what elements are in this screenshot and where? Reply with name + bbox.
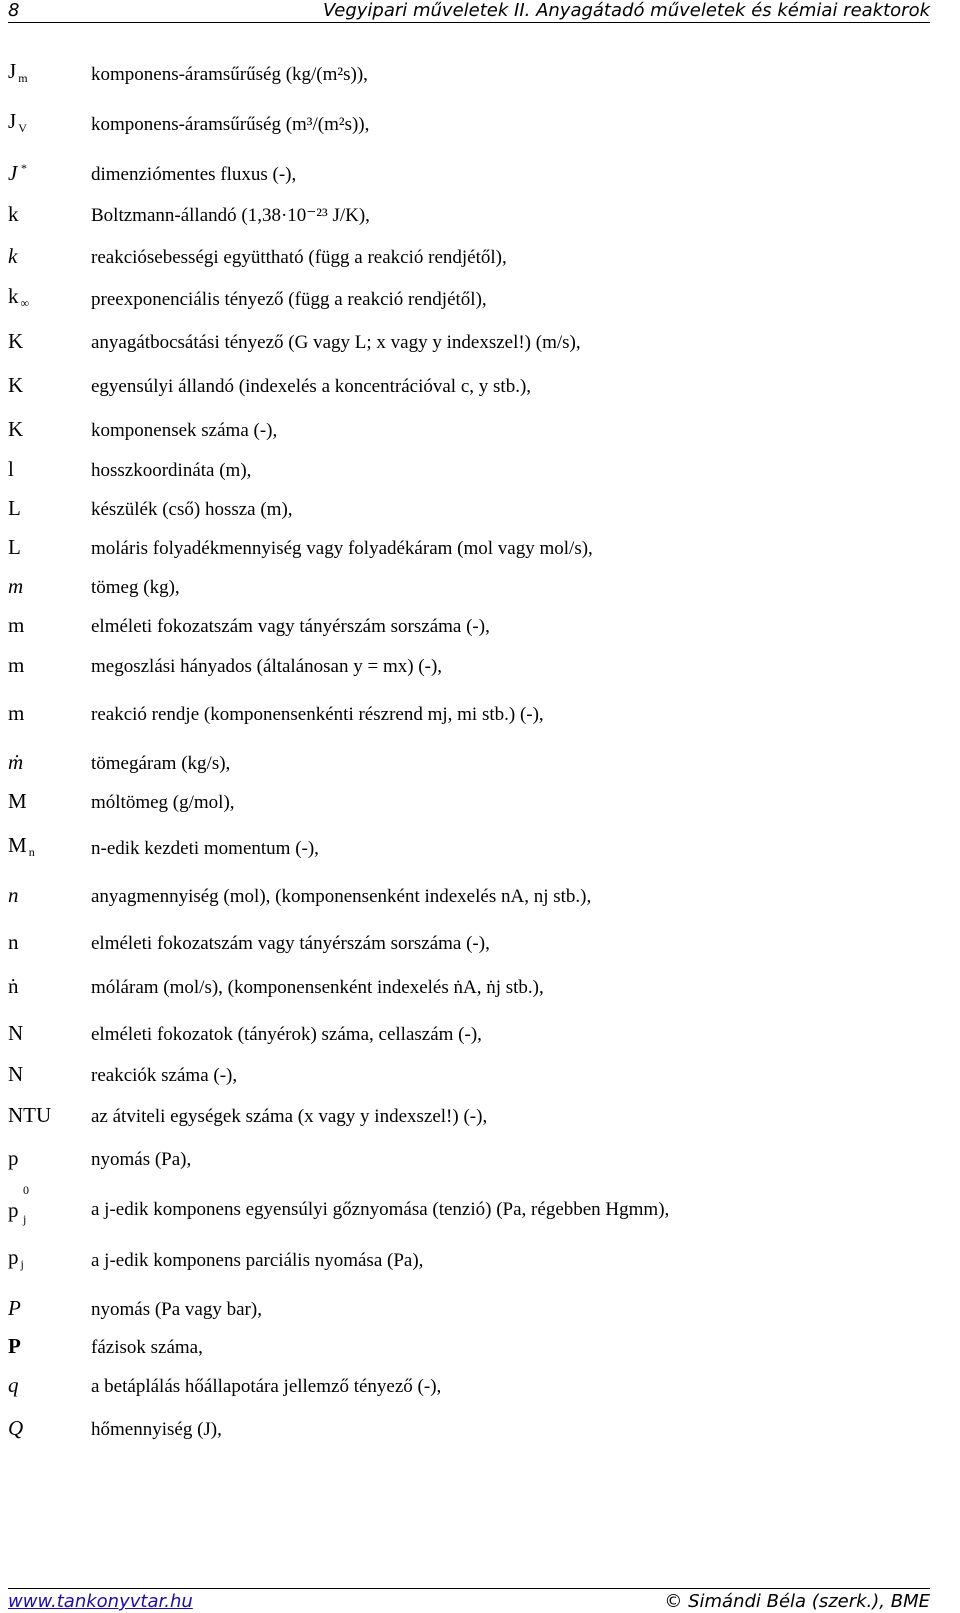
symbol: NTU bbox=[8, 1103, 52, 1127]
symbol-description: tömeg (kg), bbox=[91, 577, 180, 598]
symbol-row bbox=[0, 1063, 940, 1093]
symbol: m bbox=[8, 653, 25, 677]
page-header bbox=[8, 0, 930, 23]
symbol: l bbox=[8, 457, 14, 481]
symbol-row bbox=[0, 575, 940, 605]
symbol-description: anyagátbocsátási tényező (G vagy L; x vagy y indexszel!) (m/s), bbox=[91, 332, 581, 353]
symbol-row bbox=[0, 790, 940, 820]
symbol: k bbox=[8, 202, 19, 226]
symbol: p $_j$ bbox=[8, 1245, 24, 1271]
symbol-description: Boltzmann-állandó (1,38·10⁻²³ J/K), bbox=[91, 205, 370, 226]
symbol: m bbox=[8, 701, 25, 725]
symbol: p 0 j bbox=[8, 1183, 29, 1226]
symbol-row bbox=[0, 536, 940, 566]
symbol: p bbox=[8, 1146, 19, 1170]
symbol-description: tömegáram (kg/s), bbox=[91, 753, 231, 774]
symbol-row bbox=[0, 284, 940, 317]
symbol-row bbox=[0, 330, 940, 360]
symbol-description: komponens-áramsűrűség (m³/(m²s)), bbox=[91, 114, 370, 135]
symbol-row bbox=[0, 162, 940, 192]
symbol: J $_V$ bbox=[8, 109, 27, 135]
symbol-row bbox=[0, 751, 940, 781]
symbol: N bbox=[8, 1062, 24, 1086]
symbol: N bbox=[8, 1021, 24, 1045]
symbol-row bbox=[0, 374, 940, 404]
symbol-description: a j-edik komponens egyensúlyi gőznyomása (tenzió) (Pa, régebben Hgmm), bbox=[91, 1199, 670, 1220]
symbol-description: preexponenciális tényező (függ a reakció rendjétől), bbox=[91, 289, 487, 310]
symbol-description: komponensek száma (-), bbox=[91, 420, 278, 441]
symbol: K bbox=[8, 417, 24, 441]
symbol-description: elméleti fokozatok (tányérok) száma, cellaszám (-), bbox=[91, 1024, 482, 1045]
symbol-description: az átviteli egységek száma (x vagy y indexszel!) (-), bbox=[91, 1106, 488, 1127]
symbol: M $_n$ bbox=[8, 833, 35, 859]
symbol-description: móltömeg (g/mol), bbox=[91, 792, 235, 813]
symbol: ṁ bbox=[8, 750, 24, 774]
symbol: P bbox=[8, 1296, 21, 1320]
page-footer bbox=[8, 1588, 930, 1613]
running-title: Vegyipari műveletek II. Anyagátadó műveletek és kémiai reaktorok bbox=[323, 0, 930, 21]
symbol-description: fázisok száma, bbox=[91, 1337, 203, 1358]
symbol-row bbox=[0, 1374, 940, 1404]
symbol: M bbox=[8, 789, 27, 813]
symbol: K bbox=[8, 329, 24, 353]
symbol: L bbox=[8, 496, 21, 520]
symbol-row bbox=[0, 497, 940, 527]
symbol-description: reakciósebességi együttható (függ a reakció rendjétől), bbox=[91, 247, 507, 268]
symbol-description: reakció rendje (komponensenkénti részrend mj, mi stb.) (-), bbox=[91, 704, 544, 725]
symbol-row bbox=[0, 203, 940, 233]
symbol: n bbox=[8, 930, 19, 954]
symbol-row bbox=[0, 654, 940, 684]
symbol-description: nyomás (Pa vagy bar), bbox=[91, 1299, 262, 1320]
page-number: 8 bbox=[8, 0, 20, 21]
symbol-description: n-edik kezdeti momentum (-), bbox=[91, 838, 319, 859]
symbol-description: dimenziómentes fluxus (-), bbox=[91, 164, 297, 185]
symbol-description: nyomás (Pa), bbox=[91, 1149, 192, 1170]
symbol-row bbox=[0, 1022, 940, 1052]
symbol-description: készülék (cső) hossza (m), bbox=[91, 499, 293, 520]
symbol-description: moláris folyadékmennyiség vagy folyadékáram (mol vagy mol/s), bbox=[91, 538, 593, 559]
symbol-row bbox=[0, 458, 940, 488]
symbol-row bbox=[0, 884, 940, 914]
website-link[interactable]: www.tankonyvtar.hu bbox=[8, 1591, 193, 1612]
symbol-row bbox=[0, 109, 940, 142]
symbol-description: hőmennyiség (J), bbox=[91, 1419, 222, 1440]
symbol-description: elméleti fokozatszám vagy tányérszám sorszáma (-), bbox=[91, 616, 490, 637]
symbol-row bbox=[0, 702, 940, 732]
symbol-description: hosszkoordináta (m), bbox=[91, 460, 252, 481]
symbol-description: móláram (mol/s), (komponensenként indexelés ṅA, ṅj stb.), bbox=[91, 977, 544, 998]
symbol: k bbox=[8, 244, 18, 268]
symbol: ṅ bbox=[8, 974, 19, 998]
symbol-row bbox=[0, 1335, 940, 1365]
symbol-row bbox=[0, 59, 940, 92]
symbol: m bbox=[8, 574, 24, 598]
symbol: J $_m$ bbox=[8, 59, 28, 85]
copyright-credit: © Simándi Béla (szerk.), BME bbox=[664, 1591, 930, 1612]
symbol-row bbox=[0, 1183, 940, 1227]
symbol-description: anyagmennyiség (mol), (komponensenként indexelés nA, nj stb.), bbox=[91, 886, 592, 907]
symbol-row bbox=[0, 975, 940, 1005]
symbol-description: egyensúlyi állandó (indexelés a koncentrációval c, y stb.), bbox=[91, 376, 532, 397]
symbol-row bbox=[0, 614, 940, 644]
symbol-row bbox=[0, 1104, 940, 1134]
symbol-description: reakciók száma (-), bbox=[91, 1065, 238, 1086]
symbol-row bbox=[0, 931, 940, 961]
symbol: q bbox=[8, 1373, 19, 1397]
symbol-row bbox=[0, 245, 940, 275]
symbol: m bbox=[8, 613, 25, 637]
symbol-description: komponens-áramsűrűség (kg/(m²s)), bbox=[91, 64, 368, 85]
symbol-row bbox=[0, 418, 940, 448]
symbol-row bbox=[0, 1417, 940, 1447]
symbol-row bbox=[0, 1147, 940, 1177]
symbol-description: elméleti fokozatszám vagy tányérszám sorszáma (-), bbox=[91, 933, 490, 954]
symbol: n bbox=[8, 883, 19, 907]
symbol: K bbox=[8, 373, 24, 397]
symbol-row bbox=[0, 833, 940, 866]
symbol-row bbox=[0, 1297, 940, 1327]
symbol-row bbox=[0, 1245, 940, 1278]
symbol: k $_\infty$ bbox=[8, 284, 30, 310]
symbol-description: a j-edik komponens parciális nyomása (Pa), bbox=[91, 1250, 424, 1271]
symbol: P bbox=[8, 1334, 21, 1358]
symbol: Q bbox=[8, 1416, 24, 1440]
symbol-description: megoszlási hányados (általánosan y = mx) (-), bbox=[91, 656, 443, 677]
symbol: J * bbox=[8, 161, 27, 185]
symbol-description: a betáplálás hőállapotára jellemző tényező (-), bbox=[91, 1376, 442, 1397]
symbol: L bbox=[8, 535, 21, 559]
